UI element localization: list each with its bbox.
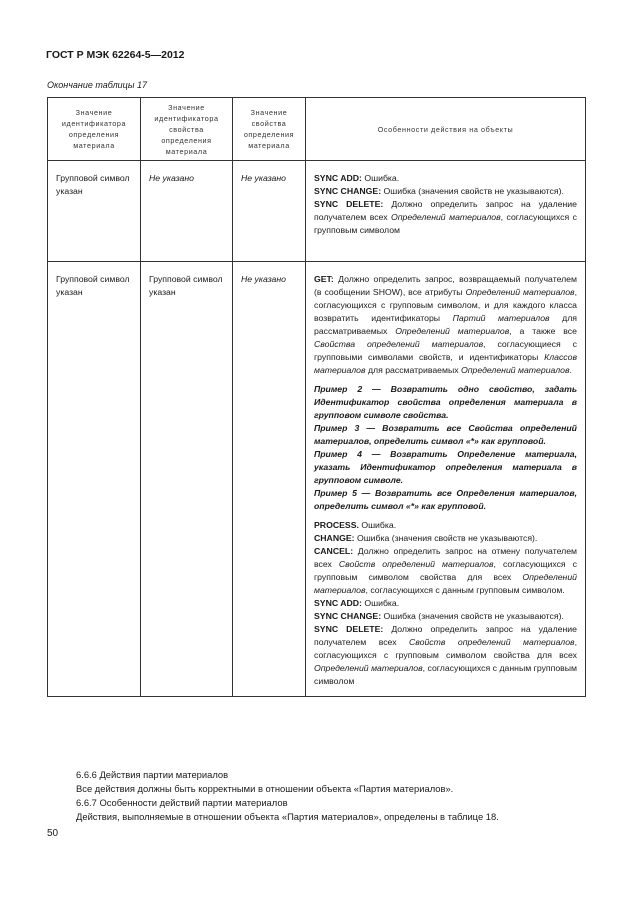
section-heading: 6.6.6 Действия партии материалов [76, 769, 229, 780]
table-cell: Не указано [241, 173, 286, 183]
table-cell-actions: SYNC ADD: Ошибка. SYNC CHANGE: Ошибка (значения свойств не указываются). SYNC DELETE: Должно определить запрос на удаление получателем всех Определений материалов, согласующихся с групповым символом [314, 173, 577, 235]
example-5: Пример 5 — Возвратить все Определения материалов, определить символ «*» как групповой. [314, 488, 577, 511]
column-header: Особенности действия на объекты [306, 98, 586, 161]
example-2: Пример 2 — Возвратить одно свойство, задать Идентификатор свойства определения материала в групповом символе свойства. [314, 384, 577, 420]
body-text [76, 768, 499, 824]
table-cell: Групповой символ указан [56, 173, 130, 196]
column-header: Значение идентификатора свойства определения материала [141, 98, 233, 161]
paragraph: Действия, выполняемые в отношении объекта «Партия материалов», определены в таблице 18. [76, 811, 499, 822]
column-header: Значение свойства определения материала [233, 98, 306, 161]
section-heading: 6.6.7 Особенности действий партии материалов [76, 797, 288, 808]
paragraph: Все действия должны быть корректными в отношении объекта «Партия материалов». [76, 783, 454, 794]
page-number: 50 [47, 828, 59, 839]
table-cell-actions: GET: Должно определить запрос, возвращаемый получателем (в сообщении SHOW), все атрибуты Определений материалов, согласующихся с групповым символом, и для каждого класса возвратить идентификаторы Партий материалов для рассматриваемых Определений материалов, а также все Свойства определений материалов, согласующиеся с групповыми символами свойств, и идентификаторы Классов материалов для рассматриваемых Определений материалов. Пример 2 — Возвратить одно свойство, задать Идентификатор свойства определения материала в групповом символе свойства. Пример 3 — Возвратить все Свойства определений материалов, определить символ «*» как групповой. Пример 4 — Возвратить Определение материала, указать Идентификатор определения материала в групповом символе. Пример 5 — Возвратить все Определения материалов, определить символ «*» как групповой. PROCESS. Ошибка. CHANGE: Ошибка (значения свойств не указываются). CANCEL: Должно определить запрос на отмену получателем всех Свойств определений материалов, согласующихся с групповым символом свойства для всех Определений материалов, согласующихся с данным групповым символом. SYNC ADD: Ошибка. SYNC CHANGE: Ошибка (значения свойств не указываются). SYNC DELETE: Должно определить запрос на удаление получателем всех Свойств определений материалов, согласующихся с групповым символом свойства для всех Определений материалов, согласующихся с данным групповым символом [314, 274, 577, 686]
table-cell: Не указано [241, 274, 286, 284]
table-header-row [48, 98, 586, 161]
column-header: Значение идентификатора определения материала [48, 98, 141, 161]
table-row [48, 161, 586, 262]
document-header: ГОСТ Р МЭК 62264-5—2012 [46, 49, 185, 61]
table-cell: Групповой символ указан [56, 274, 130, 297]
table-cell: Групповой символ указан [149, 274, 223, 297]
table-row [48, 262, 586, 697]
table-cell: Не указано [149, 173, 194, 183]
table-caption: Окончание таблицы 17 [47, 80, 147, 90]
get-paragraph: GET: Должно определить запрос, возвращаемый получателем (в сообщении SHOW), все атрибуты Определений материалов, согласующихся с групповым символом, и для каждого класса возвратить идентификаторы Партий материалов для рассматриваемых Определений материалов, а также все Свойства определений материалов, согласующиеся с групповыми символами свойств, и идентификаторы Классов материалов для рассматриваемых Определений материалов. [314, 274, 577, 375]
example-4: Пример 4 — Возвратить Определение материала, указать Идентификатор определения материала в групповом символе. [314, 449, 577, 485]
example-3: Пример 3 — Возвратить все Свойства определений материалов, определить символ «*» как групповой. [314, 423, 577, 446]
table-17 [47, 97, 586, 697]
